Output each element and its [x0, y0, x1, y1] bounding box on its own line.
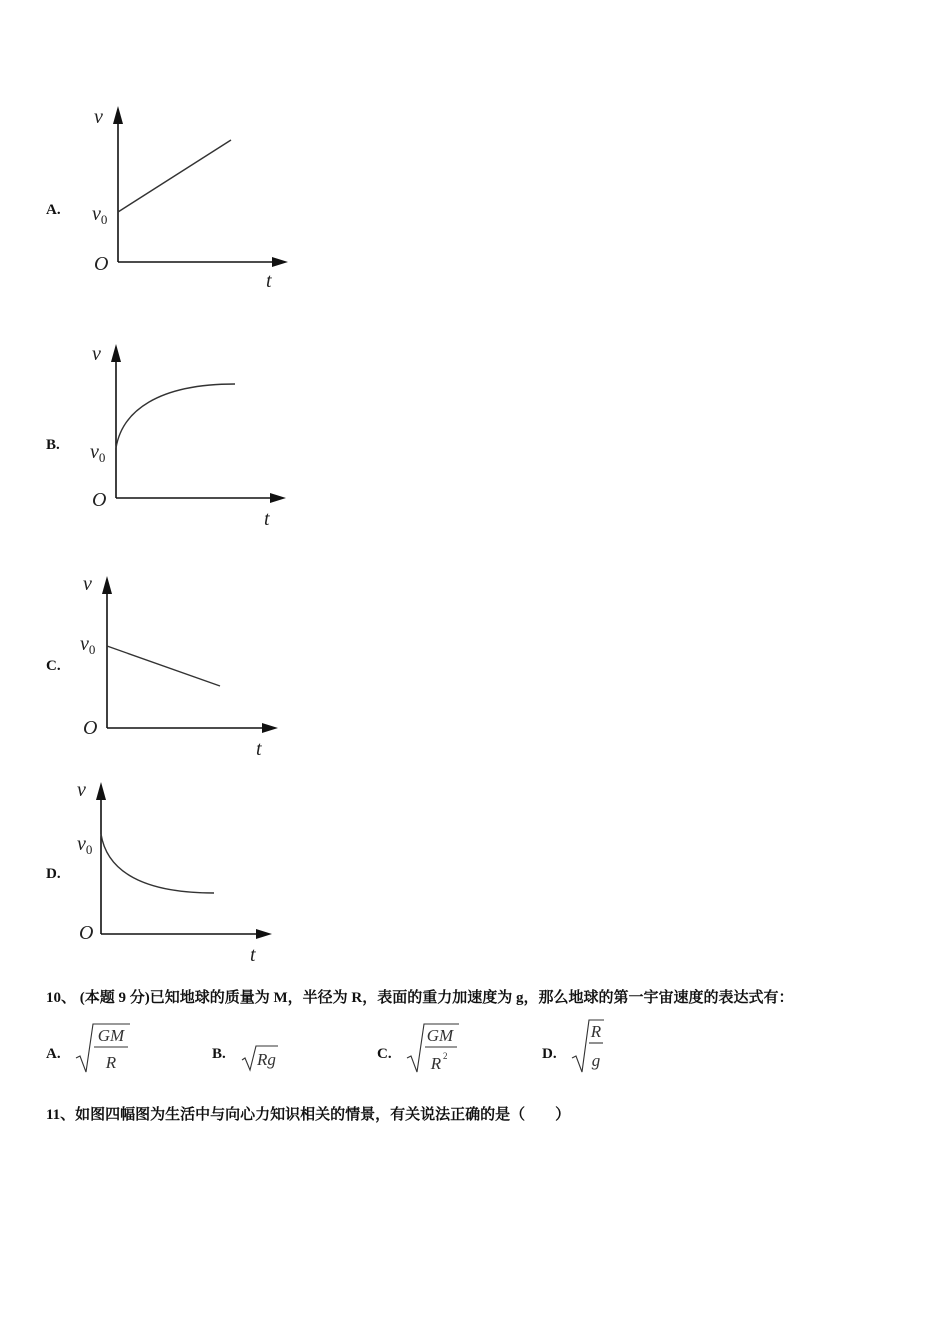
- velocity-curve: [107, 646, 220, 686]
- t-axis-label: t: [256, 738, 262, 760]
- v-axis-label: v: [94, 106, 103, 128]
- t-axis-arrow: [262, 723, 278, 733]
- v-axis-arrow: [113, 106, 123, 124]
- q10-option-c-label: C.: [377, 1046, 392, 1062]
- t-axis-label: t: [264, 508, 270, 530]
- origin-label: O: [92, 489, 107, 511]
- radicand: Rg: [257, 1050, 276, 1069]
- v-axis-arrow: [102, 576, 112, 594]
- velocity-curve: [101, 834, 214, 893]
- q10-option-a-label: A.: [46, 1046, 61, 1062]
- option-a-label: A.: [46, 202, 61, 218]
- q10-option-d-label: D.: [542, 1046, 557, 1062]
- q10-option-c-formula: [405, 1020, 465, 1076]
- q10-option-d-formula: [570, 1016, 614, 1076]
- t-axis-label: t: [266, 270, 272, 292]
- v-axis-label: v: [83, 573, 92, 595]
- v-axis-label: v: [92, 343, 101, 365]
- graph-d: [74, 772, 294, 972]
- question-10-text: 10、 (本题 9 分)已知地球的质量为 M，半径为 R，表面的重力加速度为 g，那么地球的第一宇宙速度的表达式有：: [46, 990, 794, 1006]
- denominator: g: [591, 1051, 601, 1070]
- denominator: R: [430, 1054, 442, 1073]
- origin-label: O: [94, 253, 109, 275]
- q10-option-b-label: B.: [212, 1046, 226, 1062]
- option-b-label: B.: [46, 437, 60, 453]
- v0-label: $v_0$: [80, 633, 96, 657]
- v-axis-arrow: [111, 344, 121, 362]
- option-c-label: C.: [46, 658, 61, 674]
- numerator: GM: [426, 1026, 454, 1045]
- v0-label: $v_0$: [92, 203, 108, 227]
- q10-option-b-formula: [240, 1040, 290, 1072]
- t-axis-arrow: [270, 493, 286, 503]
- velocity-curve: [116, 384, 235, 448]
- v0-label: $v_0$: [90, 441, 106, 465]
- t-axis-arrow: [256, 929, 272, 939]
- question-11-text: 11、如图四幅图为生活中与向心力知识相关的情景，有关说法正确的是（ ）: [46, 1107, 571, 1123]
- numerator: R: [590, 1022, 602, 1041]
- q10-option-a-formula: [74, 1020, 134, 1076]
- t-axis-arrow: [272, 257, 288, 267]
- v-axis-arrow: [96, 782, 106, 800]
- graph-a: [80, 100, 300, 300]
- numerator: GM: [97, 1026, 125, 1045]
- exponent: 2: [443, 1051, 448, 1061]
- denominator: R: [105, 1053, 117, 1072]
- v0-label: $v_0$: [77, 833, 93, 857]
- velocity-curve: [118, 140, 231, 212]
- option-d-label: D.: [46, 866, 61, 882]
- origin-label: O: [83, 717, 98, 739]
- graph-b: [80, 336, 300, 536]
- graph-c: [80, 566, 300, 766]
- v-axis-label: v: [77, 779, 86, 801]
- origin-label: O: [79, 922, 94, 944]
- t-axis-label: t: [250, 944, 256, 966]
